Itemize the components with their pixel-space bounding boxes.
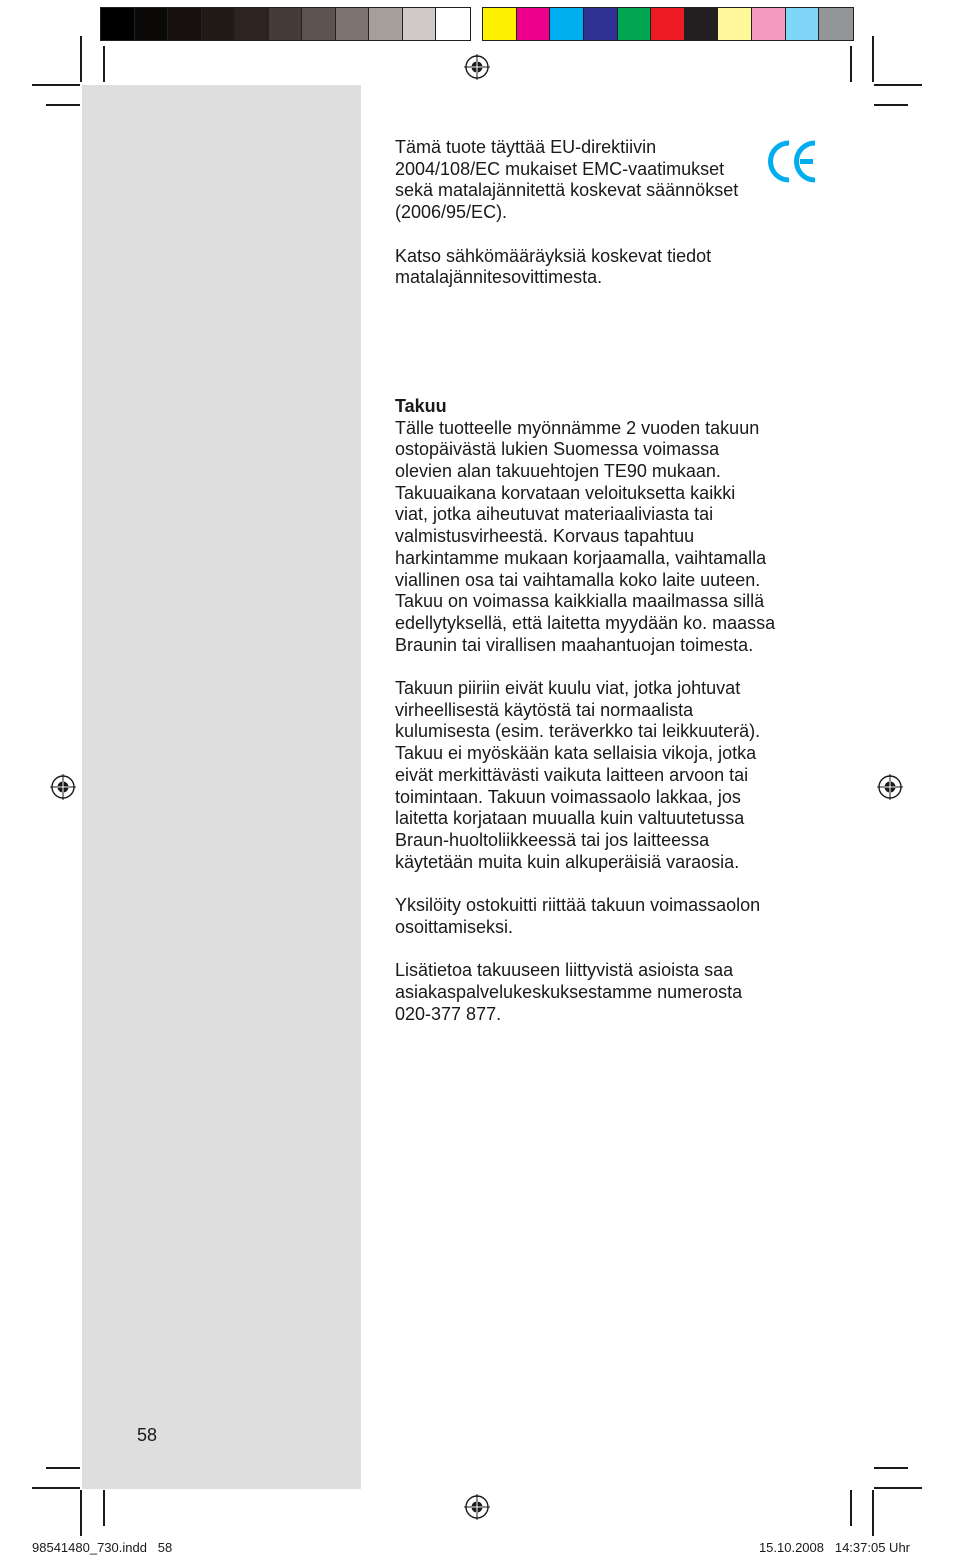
crop-mark	[46, 104, 80, 106]
color-swatch	[436, 8, 470, 40]
color-swatch	[336, 8, 370, 40]
color-swatch	[135, 8, 169, 40]
color-swatch	[618, 8, 652, 40]
low-voltage-paragraph: Katso sähkömääräyksiä koskevat tiedot matalajännitesovittimesta.	[395, 245, 712, 288]
slug-timestamp: 15.10.2008 14:37:05 Uhr	[758, 1540, 910, 1555]
gray-side-panel	[82, 85, 361, 1489]
color-swatch	[235, 8, 269, 40]
color-swatch	[550, 8, 584, 40]
crop-mark	[850, 1490, 852, 1526]
crop-mark	[103, 1490, 105, 1526]
page-number: 58	[137, 1425, 158, 1445]
color-swatch	[786, 8, 820, 40]
color-swatch	[202, 8, 236, 40]
warranty-heading: Takuu	[395, 395, 447, 416]
grayscale-color-bar	[100, 7, 471, 41]
process-color-bar	[482, 7, 854, 41]
crop-mark	[80, 36, 82, 82]
crop-mark	[872, 1490, 874, 1536]
crop-mark	[80, 1490, 82, 1536]
warranty-paragraph-4: Lisätietoa takuuseen liittyvistä asioista saa asiakaspalvelukeskuksestamme numerosta 020-377 877.	[395, 960, 743, 1024]
color-swatch	[685, 8, 719, 40]
color-swatch	[101, 8, 135, 40]
crop-mark	[46, 1467, 80, 1469]
registration-mark-icon	[877, 774, 903, 800]
document-body	[395, 137, 815, 1025]
warranty-paragraph-3: Yksilöity ostokuitti riittää takuun voimassaolon osoittamiseksi.	[395, 895, 761, 937]
color-swatch	[752, 8, 786, 40]
crop-mark	[32, 1487, 80, 1489]
color-swatch	[584, 8, 618, 40]
color-swatch	[483, 8, 517, 40]
color-swatch	[718, 8, 752, 40]
crop-mark	[32, 84, 80, 86]
crop-mark	[850, 46, 852, 82]
color-swatch	[168, 8, 202, 40]
crop-mark	[874, 1467, 908, 1469]
registration-mark-icon	[464, 54, 490, 80]
warranty-paragraph-1: Tälle tuotteelle myönnämme 2 vuoden takuun ostopäivästä lukien Suomessa voimassa olevien alan takuuehtojen TE90 mukaan. Takuuaikana korvataan veloituksetta kaikki viat, jotka aiheutuvat materiaaliviasta tai valmistusvirheestä. Korvaus tapahtuu harkintamme mukaan korjaamalla, vaihtamalla viallinen osa tai vaihtamalla koko laite uuteen. Takuu on voimassa kaikkialla maailmassa sillä edellytyksellä, että laitetta myydään ko. maassa Braunin tai virallisen maahantuojan toimesta.	[395, 417, 776, 655]
color-swatch	[269, 8, 303, 40]
crop-mark	[103, 46, 105, 82]
crop-mark	[874, 84, 922, 86]
crop-mark	[872, 36, 874, 82]
color-swatch	[403, 8, 437, 40]
color-swatch	[302, 8, 336, 40]
color-swatch	[819, 8, 853, 40]
slug-file-name: 98541480_730.indd 58	[32, 1540, 173, 1555]
color-swatch	[517, 8, 551, 40]
ce-compliance-paragraph: Tämä tuote täyttää EU-direktiivin 2004/108/EC mukaiset EMC-vaatimukset sekä matalajännitettä koskevat säännökset (2006/95/EC).	[395, 137, 739, 223]
registration-mark-icon	[50, 774, 76, 800]
crop-mark	[874, 104, 908, 106]
color-swatch	[651, 8, 685, 40]
color-swatch	[369, 8, 403, 40]
registration-mark-icon	[464, 1494, 490, 1520]
crop-mark	[874, 1487, 922, 1489]
warranty-paragraph-2: Takuun piiriin eivät kuulu viat, jotka johtuvat virheellisestä käytöstä tai normaalista kulumisesta (esim. teräverkko tai leikkuuterä). Takuu ei myöskään kata sellaisia vikoja, jotka eivät merkittävästi vaikuta laitteen arvoon tai toimintaan. Takuun voimassaolo lakkaa, jos laitetta korjataan muualla kuin valtuutetussa Braun-huoltoliikkeessä tai jos laitteessa käytetään muita kuin alkuperäisiä varaosia.	[395, 678, 761, 872]
